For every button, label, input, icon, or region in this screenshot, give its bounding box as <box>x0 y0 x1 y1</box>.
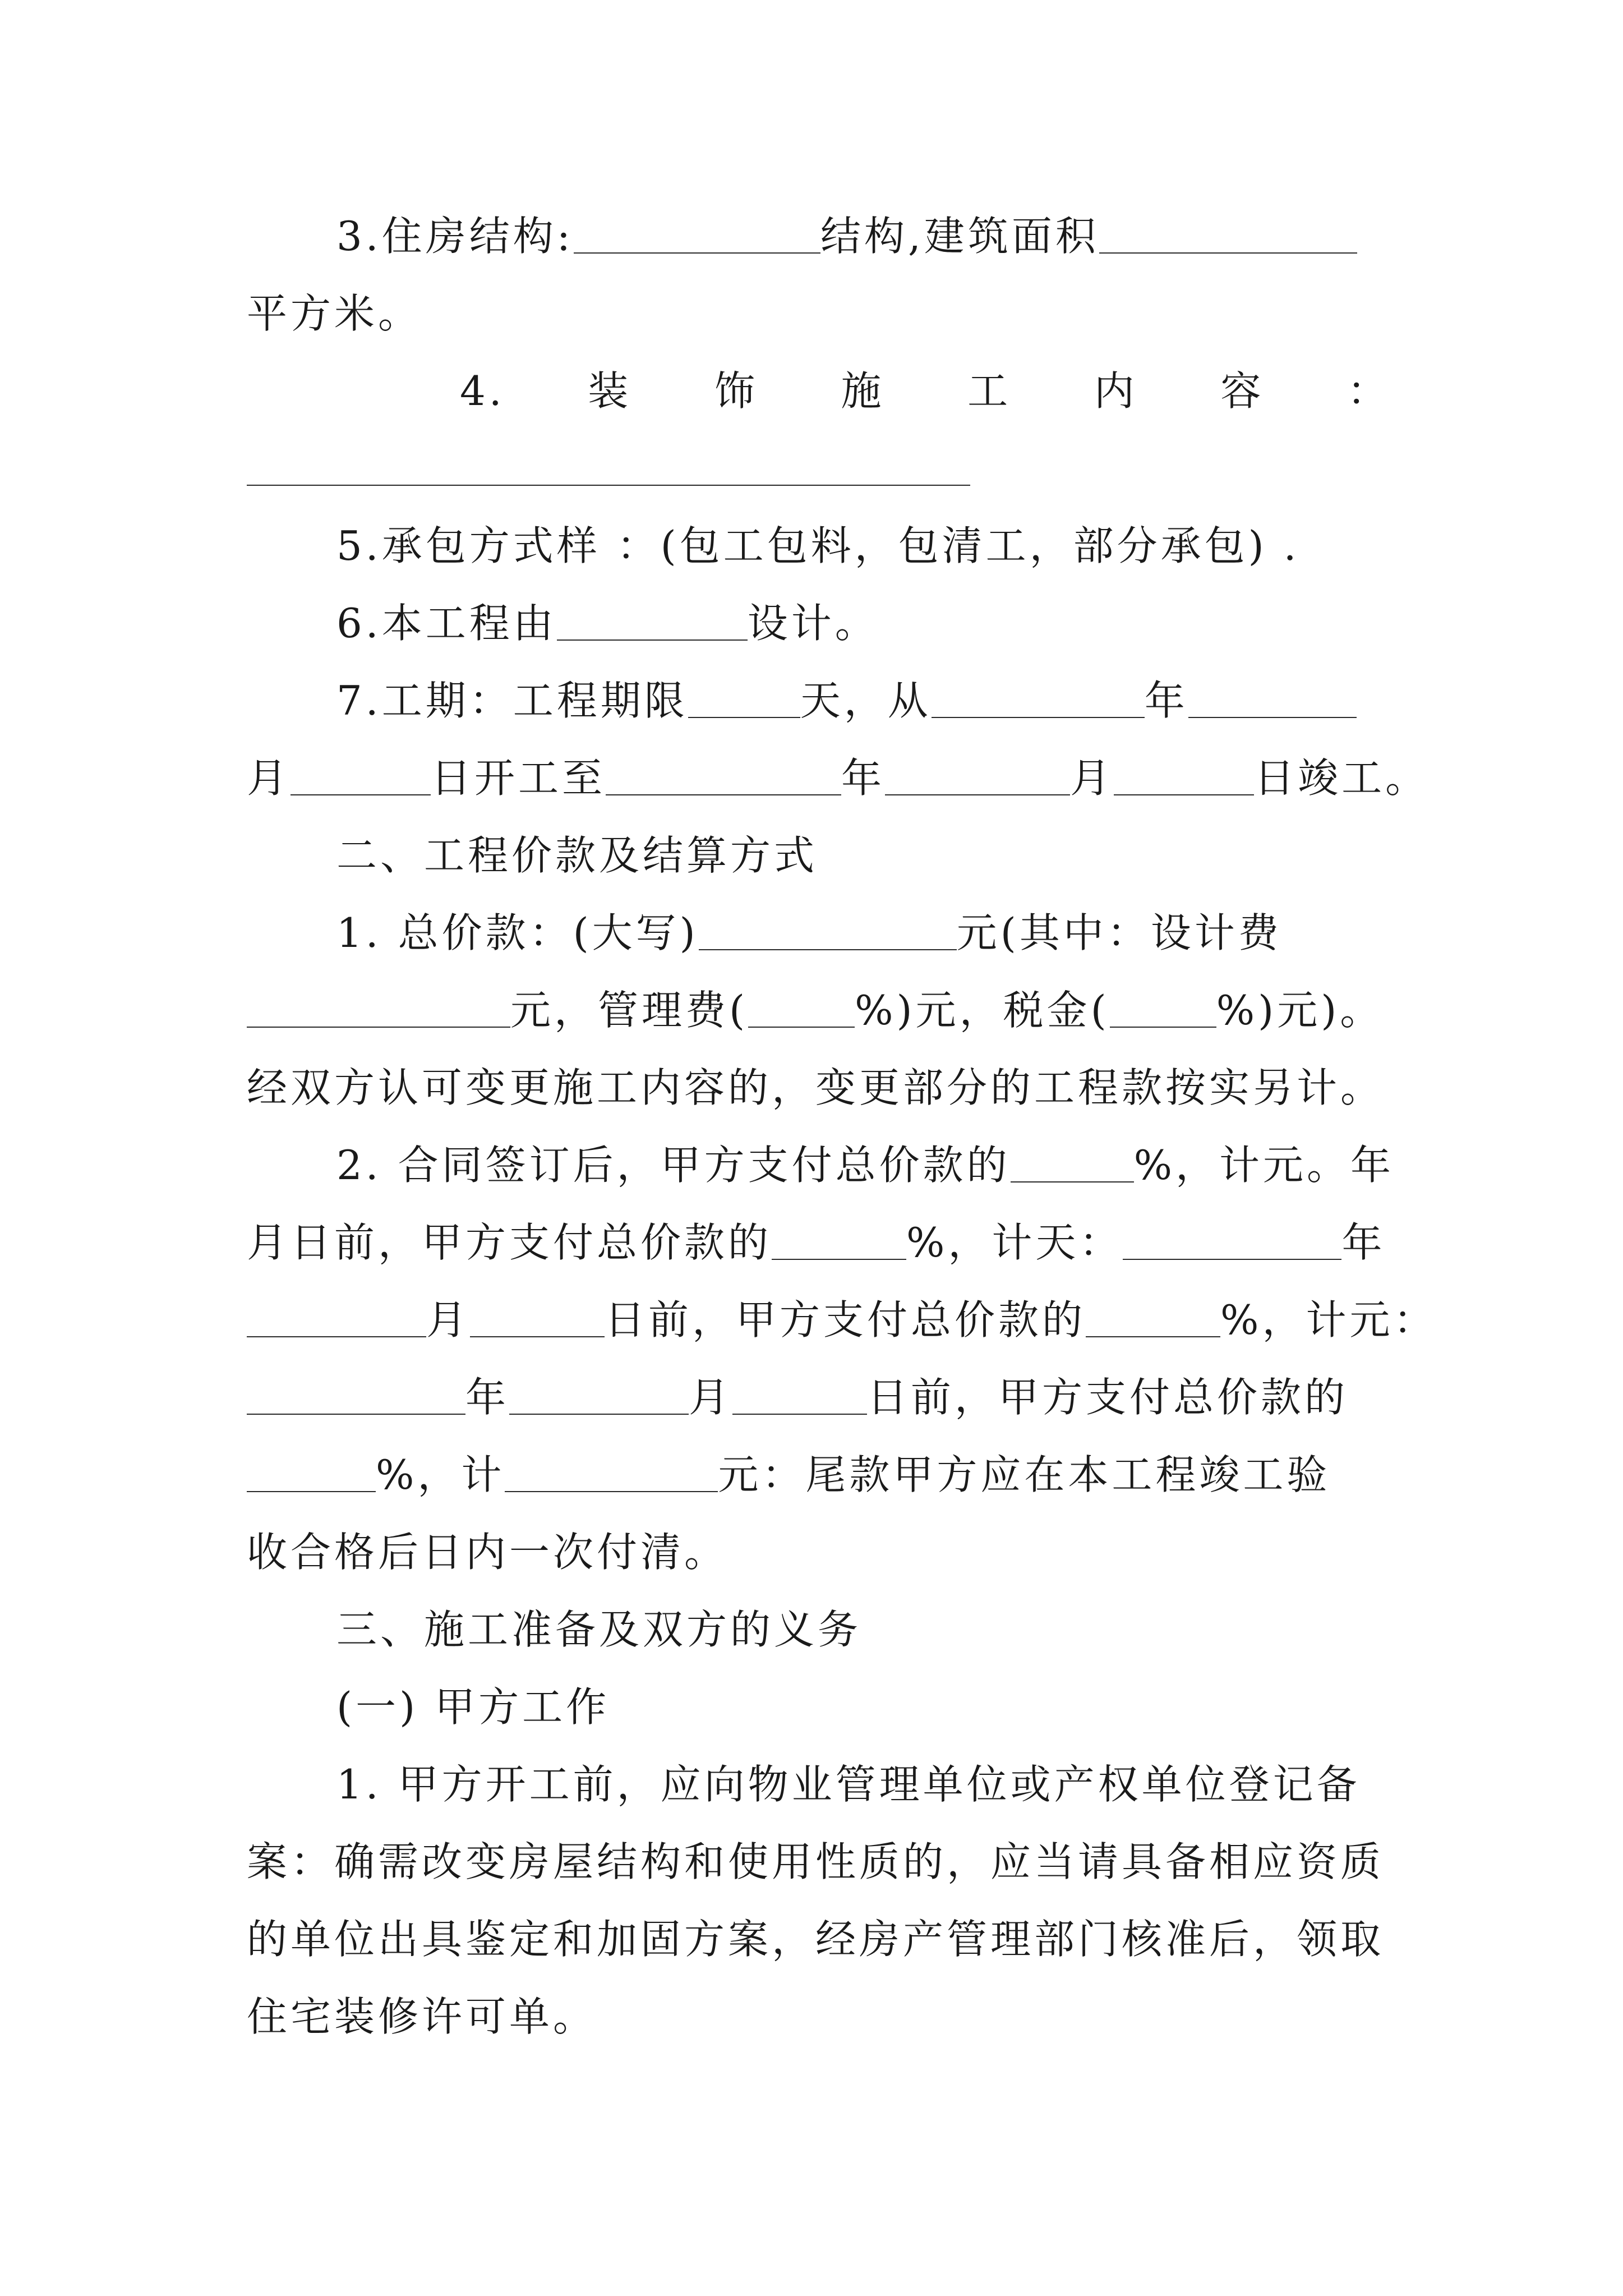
text: 月 <box>689 1374 733 1421</box>
text: %，计天： <box>906 1219 1123 1266</box>
text: 年 <box>841 754 886 802</box>
text: ： <box>1347 367 1391 415</box>
line-payment-1 <box>247 1126 1395 1204</box>
text: %)元，税金( <box>855 987 1110 1034</box>
blank-structure <box>574 217 820 254</box>
line-payment-4 <box>247 1359 1391 1436</box>
text: %，计元： <box>1220 1296 1437 1343</box>
blank <box>606 758 841 795</box>
blank <box>932 681 1145 718</box>
text: 施 <box>841 367 885 415</box>
text: 年 <box>465 1374 510 1421</box>
text: 6.本工程由 <box>336 600 557 647</box>
text: 工 <box>967 367 1012 415</box>
blank <box>247 991 510 1028</box>
text: 内 <box>1094 367 1138 415</box>
blank <box>1011 1145 1134 1182</box>
text: %，计 <box>376 1451 505 1498</box>
text: 7.工期：工程期限 <box>336 677 688 724</box>
blank <box>470 1300 605 1337</box>
line-party-a-3 <box>247 1901 1391 1978</box>
text: 饰 <box>714 367 758 415</box>
text: 年 <box>1144 677 1188 724</box>
blank <box>885 758 1070 795</box>
section-heading-obligations <box>247 1591 1391 1668</box>
text: 5.承包方式样 ：(包工包料，包清工，部分承包) . <box>336 522 1300 569</box>
text: 月 <box>1070 754 1114 802</box>
text: 案：确需改变房屋结构和使用性质的，应当请具备相应资质 <box>247 1838 1385 1885</box>
text: 2. 合同签订后，甲方支付总价款的 <box>336 1142 1011 1189</box>
blank <box>291 758 431 795</box>
blank-area <box>1099 217 1357 254</box>
text: 日竣工。 <box>1254 754 1430 802</box>
text: 三、施工准备及双方的义务 <box>336 1606 862 1653</box>
blank <box>1123 1223 1341 1260</box>
line-schedule-dates <box>247 739 1430 817</box>
text: 经双方认可变更施工内容的，变更部分的工程款按实另计。 <box>247 1064 1385 1111</box>
text: 4. <box>460 367 505 415</box>
text: %)元)。 <box>1216 987 1384 1034</box>
line-decoration-content <box>247 352 1391 430</box>
text: 日开工至 <box>431 754 606 802</box>
blank <box>1086 1300 1220 1337</box>
line-payment-3 <box>247 1281 1437 1359</box>
text: 平方米。 <box>247 290 422 337</box>
line-payment-6 <box>247 1513 1391 1591</box>
text: (一) 甲方工作 <box>336 1683 610 1731</box>
text: 二、工程价款及结算方式 <box>336 832 818 879</box>
blank <box>732 1378 867 1415</box>
text: 住宅装修许可单。 <box>247 1993 597 2040</box>
line-party-a-2 <box>247 1823 1391 1901</box>
text: 天，从 <box>800 677 932 724</box>
line-sqm <box>247 275 1391 352</box>
blank <box>699 913 957 950</box>
line-housing-structure <box>247 197 1391 275</box>
blank <box>1114 758 1254 795</box>
blank <box>247 1378 465 1415</box>
text: 设计。 <box>747 600 879 647</box>
text: 月 <box>426 1296 471 1343</box>
line-designer <box>247 585 1391 662</box>
text: 日前，甲方支付总价款的 <box>867 1374 1349 1421</box>
line-party-a-1 <box>247 1746 1391 1823</box>
line-payment-2 <box>247 1204 1391 1281</box>
line-content-blank <box>247 430 1391 507</box>
blank <box>688 681 800 718</box>
text: 1. 甲方开工前，应向物业管理单位或产权单位登记备 <box>336 1761 1361 1808</box>
blank <box>1188 681 1357 718</box>
blank <box>505 1455 718 1492</box>
blank <box>772 1223 906 1260</box>
text: 容 <box>1220 367 1265 415</box>
blank <box>509 1378 689 1415</box>
blank-content <box>247 449 970 486</box>
blank <box>247 1455 376 1492</box>
text: 装 <box>588 367 632 415</box>
text: 收合格后日内一次付清。 <box>247 1529 728 1576</box>
text: 的单位出具鉴定和加固方案，经房产管理部门核准后，领取 <box>247 1916 1385 1963</box>
subheading-party-a <box>247 1668 1391 1746</box>
line-change-note <box>247 1049 1391 1126</box>
line-schedule <box>247 662 1391 739</box>
line-total-price <box>247 894 1391 972</box>
text: 1. 总价款：(大写) <box>336 909 699 956</box>
blank <box>1110 991 1216 1028</box>
text: 月 <box>247 754 291 802</box>
text: 结构,建筑面积 <box>820 213 1099 260</box>
text: 元：尾款甲方应在本工程竣工验 <box>718 1451 1331 1498</box>
text: 年 <box>1341 1219 1386 1266</box>
text: 元，管理费( <box>510 987 749 1034</box>
text: 月日前，甲方支付总价款的 <box>247 1219 772 1266</box>
line-contract-mode <box>247 507 1391 585</box>
text: 3.住房结构: <box>336 213 574 260</box>
blank <box>748 991 855 1028</box>
blank <box>247 1300 426 1337</box>
line-party-a-4 <box>247 1978 1391 2055</box>
text: 日前，甲方支付总价款的 <box>605 1296 1086 1343</box>
blank-designer <box>557 604 748 641</box>
text: 元(其中：设计费 <box>956 909 1282 956</box>
contract-page <box>247 197 1437 2055</box>
text: %，计元。年 <box>1133 1142 1395 1189</box>
line-payment-5 <box>247 1436 1391 1513</box>
section-heading-price <box>247 817 1391 894</box>
line-fees <box>247 972 1391 1049</box>
